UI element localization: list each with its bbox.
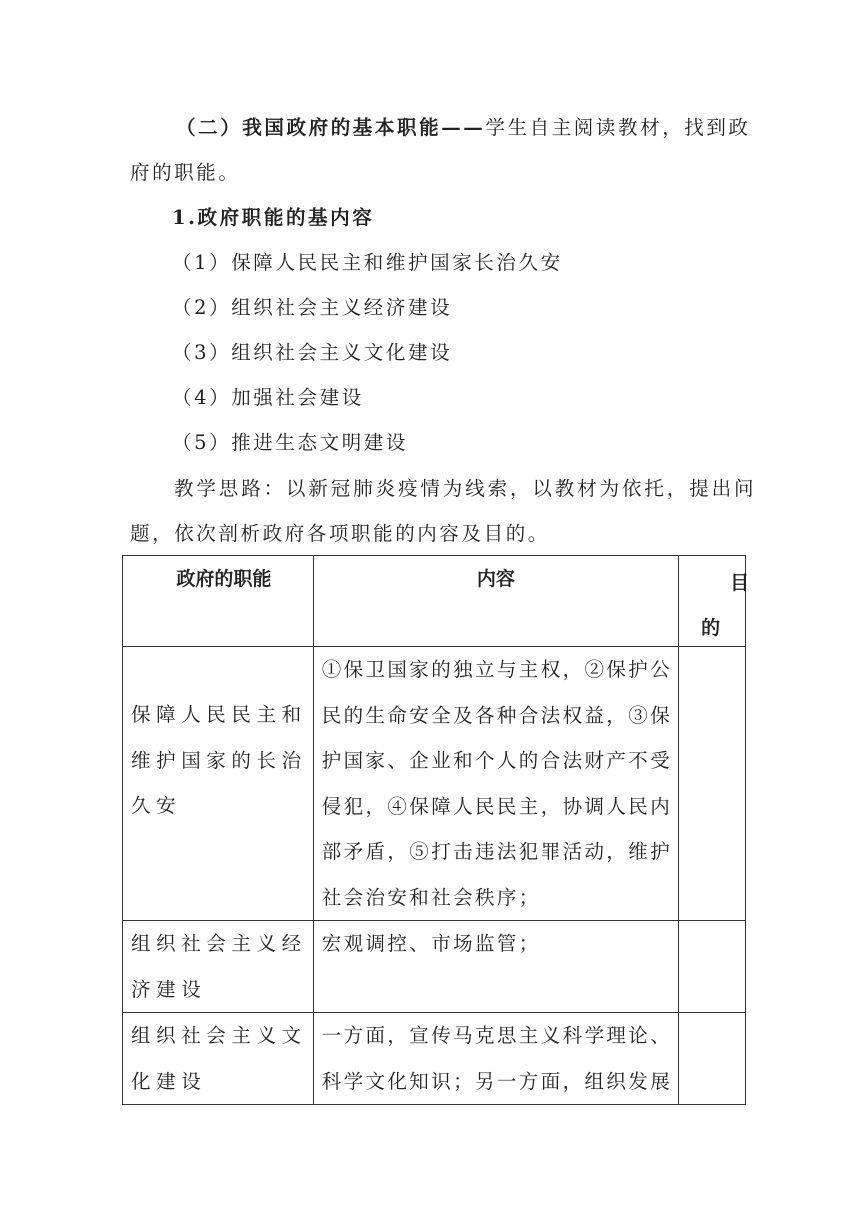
teaching-approach-cont: 题，依次剖析政府各项职能的内容及目的。	[130, 522, 550, 545]
row-content: 一方面，宣传马克思主义科学理论、 科学文化知识；另一方面，组织发展	[313, 1013, 678, 1105]
header-purpose: 目 的	[679, 556, 746, 647]
table-row	[123, 1013, 746, 1105]
list-item: （1）保障人民民主和维护国家长治久安	[172, 251, 563, 274]
table-row	[123, 921, 746, 1013]
section-heading-cont: 府的职能。	[130, 161, 241, 184]
list-item: （2）组织社会主义经济建设	[172, 296, 453, 319]
list-item: （3）组织社会主义文化建设	[172, 341, 453, 364]
row-function: 保障人民民主和 维护国家的长治 久安	[123, 647, 314, 921]
header-content: 内容	[313, 556, 678, 647]
list-item: （5）推进生态文明建设	[172, 431, 409, 454]
section-heading-bold: （二）我国政府的基本职能——	[176, 116, 486, 139]
teaching-approach: 教学思路：以新冠肺炎疫情为线索，以教材为依托，提出问	[174, 477, 757, 500]
subheading: 1.政府职能的基内容	[172, 206, 375, 229]
list-item: （4）加强社会建设	[172, 386, 364, 409]
section-heading	[176, 115, 751, 141]
table-header-row	[123, 556, 746, 647]
table-row	[123, 647, 746, 921]
section-heading-rest: 学生自主阅读教材，找到政	[485, 116, 751, 139]
row-purpose	[679, 1013, 746, 1105]
header-function: 政府的职能	[123, 556, 314, 647]
row-purpose	[679, 647, 746, 921]
row-content: ①保卫国家的独立与主权，②保护公 民的生命安全及各种合法权益，③保 护国家、企业和个人的合法财产不受 侵犯，④保障人民民主，协调人民内 部矛盾，⑤打击违法犯罪活动，维护 社会治安和社会秩序；	[313, 647, 678, 921]
row-function: 组织社会主义经 济建设	[123, 921, 314, 1013]
functions-table	[122, 555, 750, 1105]
row-function: 组织社会主义文 化建设	[123, 1013, 314, 1105]
row-purpose	[679, 921, 746, 1013]
row-content: 宏观调控、市场监管；	[313, 921, 678, 1013]
